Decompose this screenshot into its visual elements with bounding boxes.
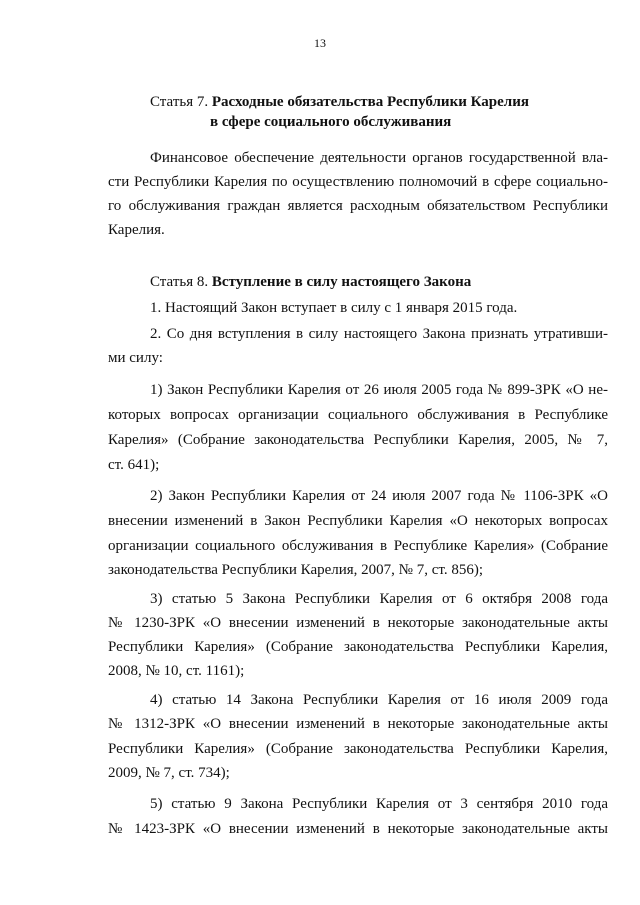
page-number: 13	[314, 36, 326, 50]
list-item-line: 4) статью 14 Закона Республики Карелия от 16 июля 2009 года	[150, 692, 608, 708]
list-item-line: 3) статью 5 Закона Республики Карелия от 6 октября 2008 года	[150, 591, 608, 607]
article7-title-line2: в сфере социального обслуживания	[210, 114, 452, 130]
article8-paragraph1: 1. Настоящий Закон вступает в силу с 1 января 2015 года.	[150, 300, 518, 316]
list-item-line: № 1423-ЗРК «О внесении изменений в некоторые законодательные акты	[108, 821, 608, 837]
article8-paragraph2-line: ми силу:	[108, 350, 163, 366]
list-item-line: 2009, № 7, ст. 734);	[108, 765, 230, 781]
article7-heading	[150, 92, 529, 112]
article7-title-line1: Расходные обязательства Республики Карелия	[211, 94, 529, 110]
article8-label: Статья 8.	[150, 274, 209, 290]
list-item-line: законодательства Республики Карелия, 2007, № 7, ст. 856);	[108, 562, 483, 578]
list-item-line: внесении изменений в Закон Республики Карелия «О некоторых вопросах	[108, 513, 608, 529]
article7-body-line: го обслуживания граждан является расходным обязательством Республики	[108, 198, 608, 214]
article8-heading	[150, 272, 471, 292]
list-item-line: Республики Карелия» (Собрание законодательства Республики Карелия,	[108, 639, 608, 655]
list-item-line: 2008, № 10, ст. 1161);	[108, 663, 245, 679]
article7-heading-line2	[210, 112, 451, 132]
list-item-line: № 1230-ЗРК «О внесении изменений в некоторые законодательные акты	[108, 615, 608, 631]
list-item-line: которых вопросах организации социального обслуживания в Республике	[108, 407, 608, 423]
list-item-line: Республики Карелия» (Собрание законодательства Республики Карелия,	[108, 741, 608, 757]
article7-label: Статья 7.	[150, 94, 209, 110]
article7-body-line: Финансовое обеспечение деятельности органов государственной вла-	[150, 150, 608, 166]
article8-title: Вступление в силу настоящего Закона	[211, 274, 472, 290]
article7-body-line: Карелия.	[108, 222, 165, 238]
article8-paragraph2-line: 2. Со дня вступления в силу настоящего Закона признать утративши-	[150, 326, 608, 342]
article7-body-line: сти Республики Карелия по осуществлению полномочий в сфере социально-	[108, 174, 608, 190]
list-item-line: 1) Закон Республики Карелия от 26 июля 2005 года № 899-ЗРК «О не-	[150, 382, 608, 398]
list-item-line: Карелия» (Собрание законодательства Республики Карелия, 2005, № 7,	[108, 432, 608, 448]
list-item-line: ст. 641);	[108, 457, 160, 473]
list-item-line: 2) Закон Республики Карелия от 24 июля 2007 года № 1106-ЗРК «О	[150, 488, 608, 504]
list-item-line: организации социального обслуживания в Республике Карелия» (Собрание	[108, 538, 608, 554]
list-item-line: № 1312-ЗРК «О внесении изменений в некоторые законодательные акты	[108, 716, 608, 732]
list-item-line: 5) статью 9 Закона Республики Карелия от 3 сентября 2010 года	[150, 796, 608, 812]
